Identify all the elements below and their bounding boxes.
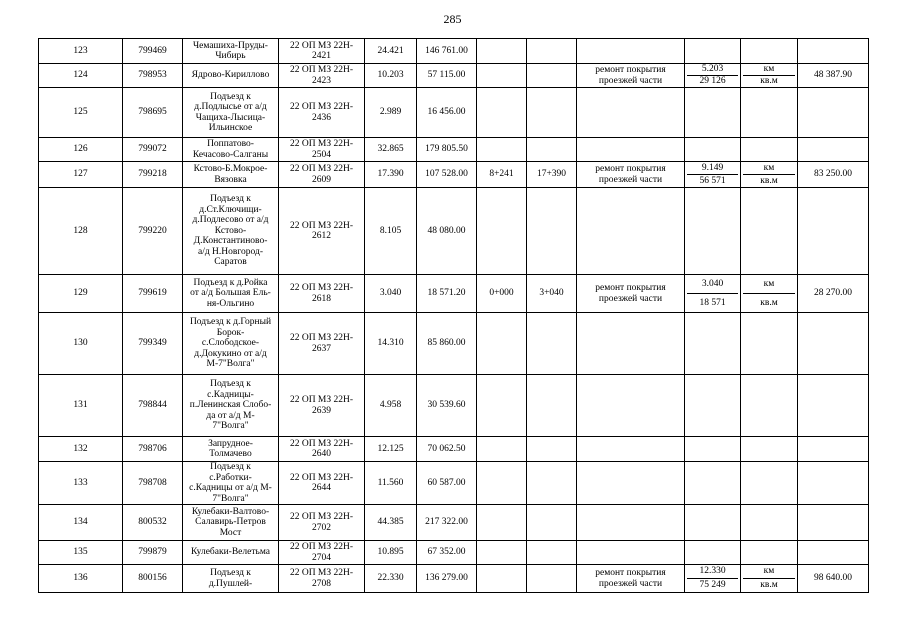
volume-values — [685, 505, 741, 541]
section-end — [527, 505, 577, 541]
section-start — [477, 565, 527, 593]
road-name: Кулебаки-Велетьма — [183, 541, 279, 565]
road-name: Поппатово- Кечасово-Салганы — [183, 138, 279, 162]
section-start — [477, 64, 527, 88]
table-row — [39, 505, 869, 541]
road-id: 800156 — [123, 565, 183, 593]
cost-value: 146 761.00 — [417, 39, 477, 64]
repair-sum: 48 387.90 — [798, 64, 869, 88]
section-end — [527, 462, 577, 505]
road-id: 799220 — [123, 188, 183, 275]
cost-value: 85 860.00 — [417, 313, 477, 375]
road-id: 800532 — [123, 505, 183, 541]
road-name: Подъезд к с.Кадницы- п.Ленинская Слобо- да от а/д М- 7"Волга" — [183, 375, 279, 437]
volume-units — [741, 39, 798, 64]
volume-values — [685, 188, 741, 275]
road-repair-table — [38, 38, 869, 593]
road-id: 798844 — [123, 375, 183, 437]
cost-value: 48 080.00 — [417, 188, 477, 275]
section-start — [477, 313, 527, 375]
section-end — [527, 188, 577, 275]
table-row — [39, 375, 869, 437]
row-number: 125 — [39, 88, 123, 138]
work-type — [577, 188, 685, 275]
road-length: 11.560 — [365, 462, 417, 505]
road-code: 22 ОП МЗ 22Н- 2618 — [279, 275, 365, 313]
road-name: Подъезд к д.Ройка от а/д Большая Ель- ня-Ольгино — [183, 275, 279, 313]
cost-value: 57 115.00 — [417, 64, 477, 88]
cost-value: 60 587.00 — [417, 462, 477, 505]
road-name: Кулебаки-Валтово- Салавирь-Петров Мост — [183, 505, 279, 541]
road-length: 22.330 — [365, 565, 417, 593]
volume-units — [741, 313, 798, 375]
section-end: 3+040 — [527, 275, 577, 313]
table-row — [39, 88, 869, 138]
road-code: 22 ОП МЗ 22Н- 2704 — [279, 541, 365, 565]
length-unit: км — [743, 162, 795, 175]
road-id: 798708 — [123, 462, 183, 505]
area-unit: кв.м — [760, 76, 778, 87]
table-row — [39, 437, 869, 462]
repair-sum — [798, 375, 869, 437]
cost-value: 16 456.00 — [417, 88, 477, 138]
row-number: 132 — [39, 437, 123, 462]
work-type — [577, 505, 685, 541]
section-end — [527, 437, 577, 462]
work-type — [577, 39, 685, 64]
cost-value: 67 352.00 — [417, 541, 477, 565]
length-value: 12.330 — [687, 565, 738, 579]
road-length: 10.895 — [365, 541, 417, 565]
road-length: 14.310 — [365, 313, 417, 375]
road-name: Ядрово-Кириллово — [183, 64, 279, 88]
volume-units — [741, 64, 798, 88]
table-row — [39, 565, 869, 593]
road-length: 44.385 — [365, 505, 417, 541]
work-type: ремонт покрытия проезжей части — [577, 565, 685, 593]
work-type: ремонт покрытия проезжей части — [577, 162, 685, 188]
volume-values — [685, 313, 741, 375]
section-end — [527, 88, 577, 138]
table-row — [39, 313, 869, 375]
volume-values — [685, 39, 741, 64]
road-id: 798953 — [123, 64, 183, 88]
repair-sum — [798, 88, 869, 138]
section-end — [527, 565, 577, 593]
area-unit: кв.м — [760, 297, 778, 308]
road-length: 8.105 — [365, 188, 417, 275]
table-row — [39, 541, 869, 565]
repair-sum — [798, 188, 869, 275]
section-end — [527, 64, 577, 88]
work-type — [577, 313, 685, 375]
length-value: 9.149 — [687, 162, 738, 175]
table-row — [39, 162, 869, 188]
row-number: 130 — [39, 313, 123, 375]
section-start — [477, 39, 527, 64]
area-unit: кв.м — [760, 175, 778, 186]
repair-sum: 28 270.00 — [798, 275, 869, 313]
road-length: 17.390 — [365, 162, 417, 188]
road-length: 32.865 — [365, 138, 417, 162]
volume-values — [685, 162, 741, 188]
repair-sum — [798, 541, 869, 565]
volume-units — [741, 375, 798, 437]
road-name: Подъезд к д.Ст.Ключищи- д.Подлесово от а/д Кстово- Д.Константиново- а/д Н.Новгород- Саратов — [183, 188, 279, 275]
volume-units — [741, 162, 798, 188]
row-number: 127 — [39, 162, 123, 188]
table-row — [39, 188, 869, 275]
volume-units — [741, 437, 798, 462]
length-unit: км — [743, 275, 795, 294]
road-code: 22 ОП МЗ 22Н- 2702 — [279, 505, 365, 541]
repair-sum — [798, 505, 869, 541]
road-code: 22 ОП МЗ 22Н- 2637 — [279, 313, 365, 375]
section-start — [477, 88, 527, 138]
road-name: Подъезд к д.Подлысье от а/д Чащиха-Лысица- Ильинское — [183, 88, 279, 138]
section-end — [527, 39, 577, 64]
volume-units — [741, 138, 798, 162]
length-value: 5.203 — [687, 64, 738, 76]
section-start: 0+000 — [477, 275, 527, 313]
road-length: 3.040 — [365, 275, 417, 313]
row-number: 135 — [39, 541, 123, 565]
road-name: Запрудное- Толмачево — [183, 437, 279, 462]
repair-sum — [798, 39, 869, 64]
volume-values — [685, 565, 741, 593]
road-name: Подъезд к д.Горный Борок- с.Слободское- д.Докукино от а/д М-7"Волга" — [183, 313, 279, 375]
volume-units — [741, 505, 798, 541]
volume-values — [685, 64, 741, 88]
table-row — [39, 275, 869, 313]
work-type — [577, 541, 685, 565]
section-end — [527, 138, 577, 162]
cost-value: 30 539.60 — [417, 375, 477, 437]
work-type — [577, 375, 685, 437]
road-code: 22 ОП МЗ 22Н- 2640 — [279, 437, 365, 462]
length-unit: км — [743, 565, 795, 579]
row-number: 128 — [39, 188, 123, 275]
road-length: 4.958 — [365, 375, 417, 437]
road-id: 799619 — [123, 275, 183, 313]
row-number: 124 — [39, 64, 123, 88]
road-length: 12.125 — [365, 437, 417, 462]
road-id: 799879 — [123, 541, 183, 565]
area-value: 56 571 — [699, 175, 726, 186]
table-row — [39, 462, 869, 505]
cost-value: 70 062.50 — [417, 437, 477, 462]
cost-value: 136 279.00 — [417, 565, 477, 593]
volume-values — [685, 462, 741, 505]
volume-units — [741, 565, 798, 593]
cost-value: 18 571.20 — [417, 275, 477, 313]
area-value: 29 126 — [699, 76, 726, 87]
section-start — [477, 138, 527, 162]
road-code: 22 ОП МЗ 22Н- 2644 — [279, 462, 365, 505]
repair-sum: 98 640.00 — [798, 565, 869, 593]
road-id: 799469 — [123, 39, 183, 64]
table-row — [39, 138, 869, 162]
road-id: 798706 — [123, 437, 183, 462]
length-value: 3.040 — [687, 275, 738, 294]
row-number: 134 — [39, 505, 123, 541]
work-type: ремонт покрытия проезжей части — [577, 64, 685, 88]
section-start — [477, 462, 527, 505]
row-number: 126 — [39, 138, 123, 162]
cost-value: 179 805.50 — [417, 138, 477, 162]
cost-value: 217 322.00 — [417, 505, 477, 541]
volume-units — [741, 462, 798, 505]
section-start — [477, 188, 527, 275]
road-name: Подъезд к с.Работки- с.Кадницы от а/д М- 7"Волга" — [183, 462, 279, 505]
volume-units — [741, 88, 798, 138]
road-code: 22 ОП МЗ 22Н- 2708 — [279, 565, 365, 593]
road-code: 22 ОП МЗ 22Н- 2436 — [279, 88, 365, 138]
volume-units — [741, 188, 798, 275]
volume-values — [685, 275, 741, 313]
road-name: Подъезд к д.Пушлей- — [183, 565, 279, 593]
volume-values — [685, 541, 741, 565]
road-id: 799072 — [123, 138, 183, 162]
road-code: 22 ОП МЗ 22Н- 2639 — [279, 375, 365, 437]
section-end — [527, 313, 577, 375]
length-unit: км — [743, 64, 795, 76]
section-start — [477, 505, 527, 541]
road-name: Кстово-Б.Мокрое- Вязовка — [183, 162, 279, 188]
road-id: 798695 — [123, 88, 183, 138]
road-id: 799218 — [123, 162, 183, 188]
page-number: 285 — [443, 12, 462, 26]
road-name: Чемашиха-Пруды- Чибирь — [183, 39, 279, 64]
volume-values — [685, 437, 741, 462]
road-code: 22 ОП МЗ 22Н- 2612 — [279, 188, 365, 275]
volume-values — [685, 138, 741, 162]
table-row — [39, 39, 869, 64]
row-number: 129 — [39, 275, 123, 313]
area-unit: кв.м — [760, 580, 778, 591]
row-number: 133 — [39, 462, 123, 505]
work-type — [577, 462, 685, 505]
repair-sum: 83 250.00 — [798, 162, 869, 188]
volume-units — [741, 541, 798, 565]
work-type — [577, 437, 685, 462]
row-number: 136 — [39, 565, 123, 593]
section-start — [477, 541, 527, 565]
repair-sum — [798, 313, 869, 375]
table-row — [39, 64, 869, 88]
volume-units — [741, 275, 798, 313]
road-code: 22 ОП МЗ 22Н- 2609 — [279, 162, 365, 188]
road-code: 22 ОП МЗ 22Н- 2423 — [279, 64, 365, 88]
road-code: 22 ОП МЗ 22Н- 2421 — [279, 39, 365, 64]
road-length: 24.421 — [365, 39, 417, 64]
volume-values — [685, 88, 741, 138]
road-length: 2.989 — [365, 88, 417, 138]
row-number: 123 — [39, 39, 123, 64]
volume-values — [685, 375, 741, 437]
work-type — [577, 138, 685, 162]
cost-value: 107 528.00 — [417, 162, 477, 188]
work-type — [577, 88, 685, 138]
row-number: 131 — [39, 375, 123, 437]
area-value: 18 571 — [699, 297, 726, 308]
repair-sum — [798, 437, 869, 462]
repair-sum — [798, 462, 869, 505]
section-start — [477, 437, 527, 462]
section-end: 17+390 — [527, 162, 577, 188]
section-end — [527, 541, 577, 565]
area-value: 75 249 — [699, 580, 726, 591]
road-length: 10.203 — [365, 64, 417, 88]
section-start: 8+241 — [477, 162, 527, 188]
road-code: 22 ОП МЗ 22Н- 2504 — [279, 138, 365, 162]
road-id: 799349 — [123, 313, 183, 375]
repair-sum — [798, 138, 869, 162]
section-end — [527, 375, 577, 437]
section-start — [477, 375, 527, 437]
work-type: ремонт покрытия проезжей части — [577, 275, 685, 313]
